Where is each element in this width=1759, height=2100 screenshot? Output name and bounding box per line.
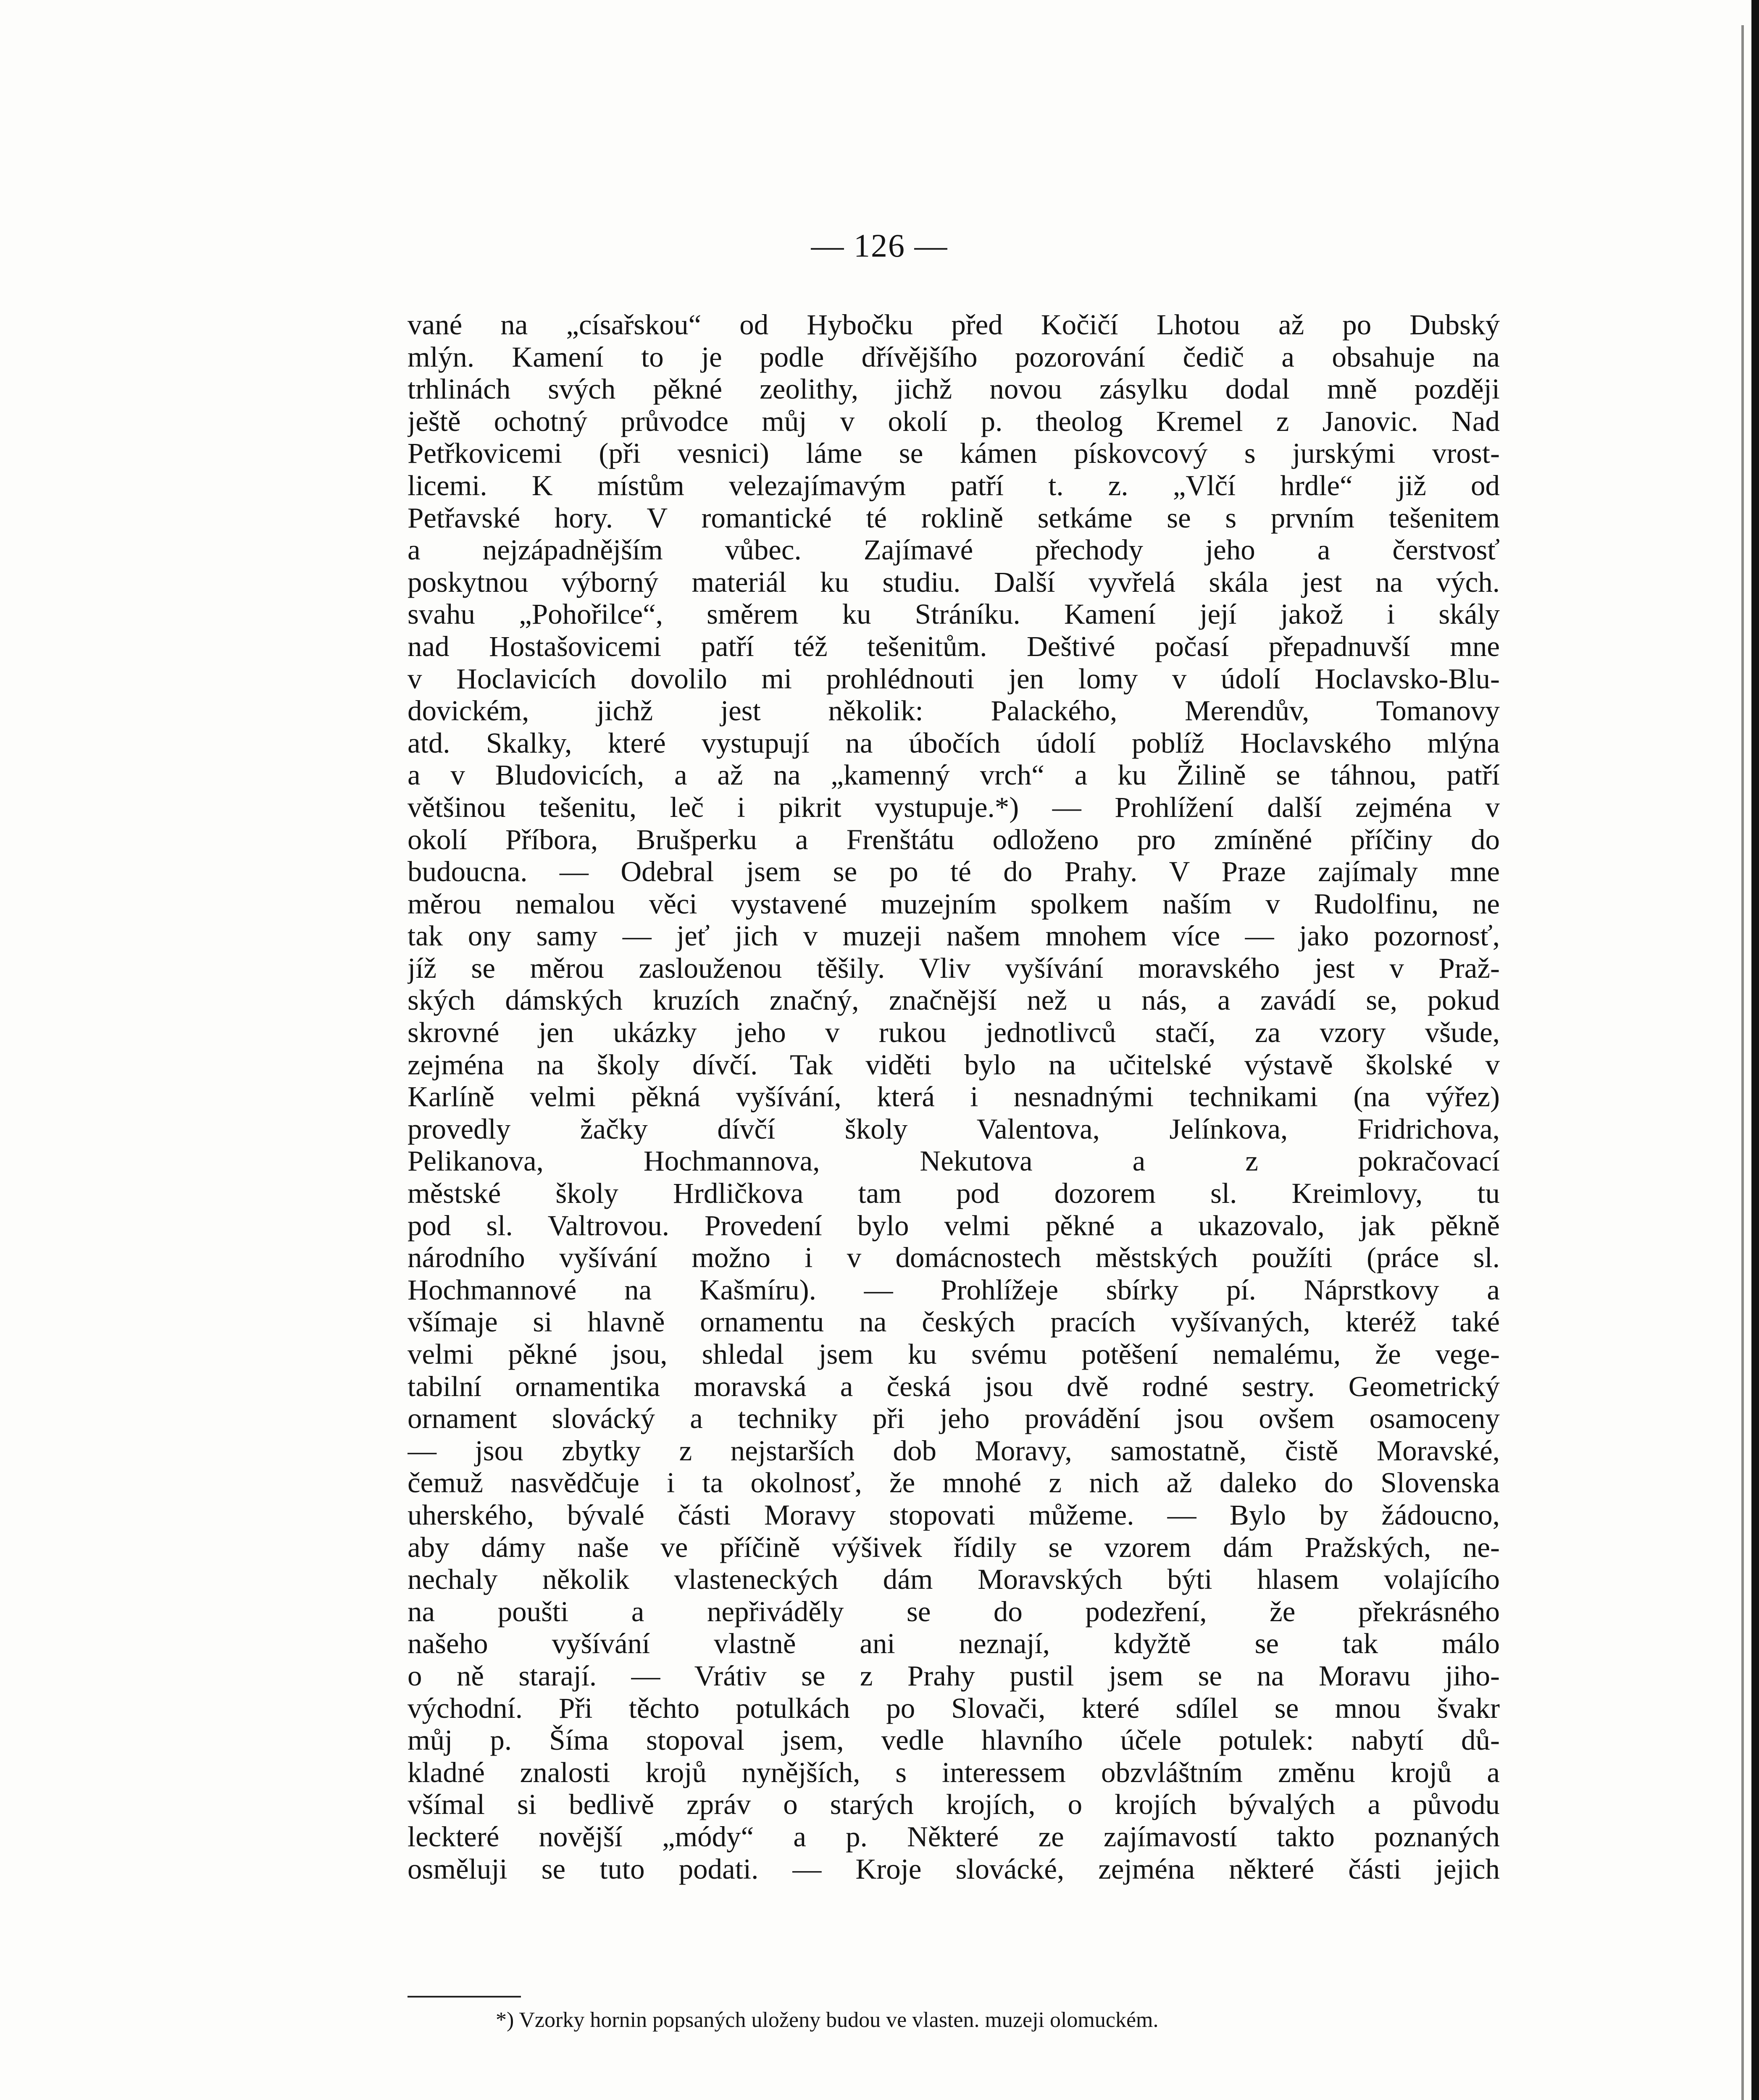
text-line: Petřkovicemi (při vesnici) láme se kámen pískovcový s jurskými vrost-: [408, 437, 1500, 470]
text-line: tabilní ornamentika moravská a česká jsou dvě rodné sestry. Geometrický: [408, 1370, 1500, 1402]
text-line: provedly žačky dívčí školy Valentova, Jelínkova, Fridrichova,: [408, 1113, 1500, 1145]
footnote: *) Vzorky hornin popsaných uloženy budou ve vlasten. muzeji olomuckém.: [496, 2008, 1159, 2032]
text-line: o ně starají. — Vrátiv se z Prahy pustil jsem se na Moravu jiho-: [408, 1659, 1500, 1692]
text-line: Hochmannové na Kašmíru). — Prohlížeje sbírky pí. Náprstkovy a: [408, 1273, 1500, 1306]
text-line: východní. Při těchto potulkách po Slovači, které sdílel se mnou švakr: [408, 1692, 1500, 1724]
text-line: městské školy Hrdličkova tam pod dozorem sl. Kreimlovy, tu: [408, 1177, 1500, 1210]
text-line: můj p. Šíma stopoval jsem, vedle hlavního účele potulek: nabytí dů-: [408, 1724, 1500, 1756]
text-line: budoucna. — Odebral jsem se po té do Prahy. V Praze zajímaly mne: [408, 856, 1500, 888]
text-line: všímal si bedlivě zpráv o starých krojích, o krojích bývalých a původu: [408, 1788, 1500, 1821]
text-line: jíž se měrou zaslouženou těšily. Vliv vyšívání moravského jest v Praž-: [408, 952, 1500, 984]
text-line: zejména na školy dívčí. Tak viděti bylo na učitelské výstavě školské v: [408, 1048, 1500, 1081]
text-line: uherského, bývalé části Moravy stopovati můžeme. — Bylo by žádoucno,: [408, 1499, 1500, 1531]
text-line: ských dámských kruzích značný, značnější než u nás, a zavádí se, pokud: [408, 984, 1500, 1016]
text-line: nad Hostašovicemi patří též tešenitům. Deštivé počasí přepadnuvší mne: [408, 630, 1500, 662]
text-line: pod sl. Valtrovou. Provedení bylo velmi pěkné a ukazovalo, jak pěkně: [408, 1209, 1500, 1242]
text-line: aby dámy naše ve příčině výšivek řídily se vzorem dám Pražských, ne-: [408, 1531, 1500, 1563]
text-line: našeho vyšívání vlastně ani neznají, kdyžtě se tak málo: [408, 1628, 1500, 1660]
text-line: tak ony samy — jeť jich v muzeji našem mnohem více — jako pozornosť,: [408, 920, 1500, 952]
text-line: a nejzápadnějším vůbec. Zajímavé přechody jeho a čerstvosť: [408, 534, 1500, 566]
text-line: Pelikanova, Hochmannova, Nekutova a z pokračovací: [408, 1145, 1500, 1177]
footnote-divider: [408, 1996, 521, 1998]
text-line: velmi pěkné jsou, shledal jsem ku svému potěšení nemalému, že vege-: [408, 1338, 1500, 1370]
text-line: a v Bludovicích, a až na „kamenný vrch“ a ku Žilině se táhnou, patří: [408, 759, 1500, 791]
text-line: všímaje si hlavně ornamentu na českých pracích vyšívaných, kteréž také: [408, 1306, 1500, 1338]
text-line: skrovné jen ukázky jeho v rukou jednotlivců stačí, za vzory všude,: [408, 1016, 1500, 1049]
text-line: dovickém, jichž jest několik: Palackého, Merendův, Tomanovy: [408, 695, 1500, 727]
text-line: v Hoclavicích dovolilo mi prohlédnouti jen lomy v údolí Hoclavsko-Blu-: [408, 662, 1500, 695]
text-line: Karlíně velmi pěkná vyšívání, která i nesnadnými technikami (na výřez): [408, 1081, 1500, 1113]
text-line: čemuž nasvědčuje i ta okolnosť, že mnohé z nich až daleko do Slovenska: [408, 1467, 1500, 1499]
text-line: ještě ochotný průvodce můj v okolí p. theolog Kremel z Janovic. Nad: [408, 405, 1500, 437]
text-line: kladné znalosti krojů nynějších, s interessem obzvláštním změnu krojů a: [408, 1756, 1500, 1788]
text-line: nechaly několik vlasteneckých dám Moravských býti hlasem volajícího: [408, 1563, 1500, 1596]
body-text: [408, 309, 1500, 1885]
text-line: národního vyšívání možno i v domácnostech městských použíti (práce sl.: [408, 1242, 1500, 1274]
text-line: okolí Příbora, Brušperku a Frenštátu odloženo pro zmíněné příčiny do: [408, 823, 1500, 856]
scan-edge-shadow: [1751, 0, 1759, 2100]
text-line: licemi. K místům velezajímavým patří t. z. „Vlčí hrdle“ již od: [408, 469, 1500, 501]
page-number: — 126 —: [811, 227, 948, 264]
text-line: osměluji se tuto podati. — Kroje slovácké, zejména některé části jejich: [408, 1853, 1500, 1885]
text-line: měrou nemalou věci vystavené muzejním spolkem naším v Rudolfinu, ne: [408, 887, 1500, 920]
text-line: atd. Skalky, které vystupují na úbočích údolí poblíž Hoclavského mlýna: [408, 727, 1500, 759]
text-line: leckteré novější „módy“ a p. Některé ze zajímavostí takto poznaných: [408, 1820, 1500, 1853]
text-line: Petřavské hory. V romantické té roklině setkáme se s prvním tešenitem: [408, 501, 1500, 534]
text-line: — jsou zbytky z nejstarších dob Moravy, samostatně, čistě Moravské,: [408, 1434, 1500, 1467]
text-line: trhlinách svých pěkné zeolithy, jichž novou zásylku dodal mně později: [408, 373, 1500, 405]
text-line: mlýn. Kamení to je podle dřívějšího pozorování čedič a obsahuje na: [408, 341, 1500, 373]
text-line: na poušti a nepřiváděly se do podezření, že překrásného: [408, 1595, 1500, 1628]
text-line: většinou tešenitu, leč i pikrit vystupuje.*) — Prohlížení další zejména v: [408, 791, 1500, 823]
text-line: vané na „císařskou“ od Hybočku před Kočičí Lhotou až po Dubský: [408, 309, 1500, 341]
text-line: ornament slovácký a techniky při jeho provádění jsou ovšem osamoceny: [408, 1402, 1500, 1435]
text-line: svahu „Pohořilce“, směrem ku Stráníku. Kamení její jakož i skály: [408, 598, 1500, 630]
scan-edge-line: [1741, 25, 1744, 2100]
text-line: poskytnou výborný materiál ku studiu. Další vyvřelá skála jest na vých.: [408, 566, 1500, 598]
